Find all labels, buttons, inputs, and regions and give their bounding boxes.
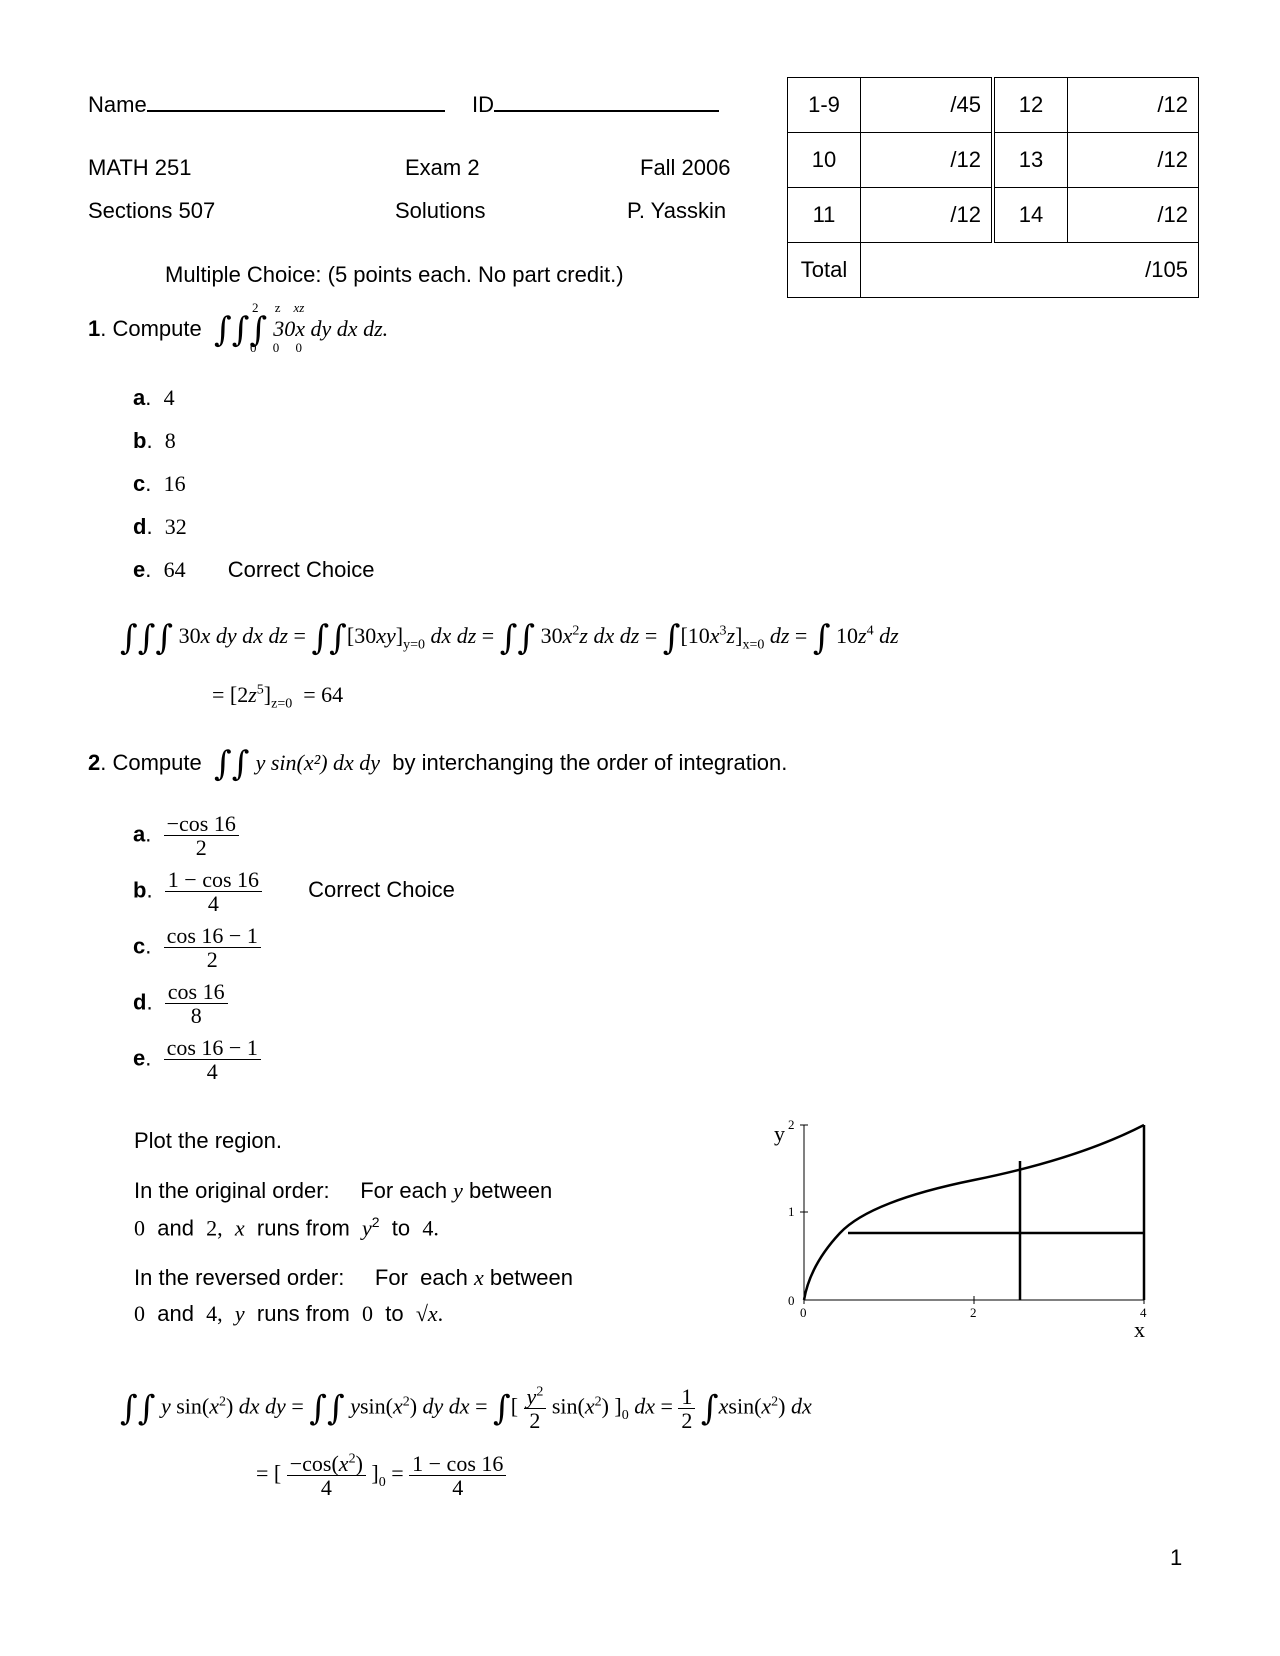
x-tick-label: 0 [800, 1305, 807, 1320]
choice-letter: b [133, 428, 147, 453]
y-tick-label: 1 [788, 1204, 795, 1219]
score-points: /12 [861, 133, 994, 188]
score-label: 1-9 [788, 78, 861, 133]
score-row [788, 188, 1199, 243]
score-label: 14 [993, 188, 1068, 243]
q2-suffix: by interchanging the order of integration. [392, 749, 788, 775]
page-number: 1 [1170, 1545, 1183, 1570]
original-order-cont: 0 and 2, x runs from $y^2$ to 4. [134, 1214, 439, 1241]
q2-solution-line1: ∫∫ y $\sin(x^2)$ dx dy = ∫∫ $ysin(x^2)$ dy dx = ∫[ $\frac{y^2}{2}$ $\sin(x^2)$ ]$_0$ dx = $\frac{1}{2}$ $\int xsin(x^2)$ dx [120, 1384, 812, 1434]
frac-den: 8 [190, 1003, 202, 1029]
name-field[interactable] [88, 92, 445, 118]
q1-prompt-text: Compute [112, 315, 202, 341]
q1-solution-line2: = $[2z^5]_{z=0} = 64$ [212, 682, 344, 712]
choice-d[interactable]: d. 32 [133, 514, 187, 539]
score-label: 12 [993, 78, 1068, 133]
frac-num: 1 − cos 16 [165, 868, 262, 892]
name-label: Name [88, 92, 147, 117]
orig-label: In the original order: [134, 1178, 330, 1203]
region-graph [760, 1105, 1160, 1345]
score-table [787, 77, 1199, 298]
choice-letter: e [133, 1045, 146, 1071]
choice-letter: b [133, 877, 147, 903]
frac-den: 4 [206, 1059, 218, 1085]
reversed-order-cont: 0 and 4, y runs from 0 to √x. [134, 1301, 444, 1326]
id-field[interactable] [472, 92, 719, 118]
choice-letter: a [133, 385, 146, 410]
frac-num: cos 16 − 1 [164, 1036, 261, 1060]
y-tick-label: 2 [788, 1117, 795, 1132]
rev-label: In the reversed order: [134, 1265, 345, 1290]
instructions: Multiple Choice: (5 points each. No part credit.) [165, 262, 624, 287]
score-label: 10 [788, 133, 861, 188]
choice-fraction [164, 924, 261, 971]
choice-e[interactable]: e. $\frac{\cos 16 - 1}{4}$ [133, 1036, 261, 1083]
y-axis-label: y [774, 1121, 785, 1146]
x-axis-label: x [1134, 1317, 1145, 1342]
frac-num: cos 16 − 1 [164, 924, 261, 948]
q1-solution-line1: ∫∫∫ 30x dy dx dz = $\int\int[30xy]_{y=0}$ dx dz = ∫∫ $30x^2z$ dx dz = $\int[10x^3z]_{x=0}$ dz = ∫ $10z^4$ dz [120, 618, 899, 658]
score-label: 11 [788, 188, 861, 243]
q1-prompt: 1. Compute ∫∫∫ 30x dy dx dz. [88, 310, 389, 350]
choice-letter: d [133, 514, 147, 539]
exam-title: Exam 2 [405, 155, 480, 180]
choice-value: 64 [163, 557, 186, 582]
correct-choice-note: Correct Choice [227, 557, 375, 582]
q1-result: 64 [321, 682, 344, 707]
choice-fraction [164, 1036, 261, 1083]
x-tick-label: 4 [1140, 1305, 1147, 1320]
choice-c[interactable]: c. $\frac{\cos 16 - 1}{2}$ [133, 924, 261, 971]
frac-den: 2 [195, 835, 207, 861]
choice-letter: d [133, 989, 147, 1015]
choice-b[interactable]: b. 8 [133, 428, 176, 453]
score-points: /12 [861, 188, 994, 243]
frac-num: −cos 16 [164, 812, 239, 836]
score-label: 13 [993, 133, 1068, 188]
plot-label: Plot the region. [134, 1128, 282, 1153]
choice-c[interactable]: c. 16 [133, 471, 186, 496]
choice-value: 4 [163, 385, 175, 410]
total-points: /105 [861, 243, 1199, 298]
choice-letter: a [133, 821, 146, 847]
frac-num: cos 16 [165, 980, 228, 1004]
q2-prompt: 2. Compute ∫∫ y sin(x²) dx dy by interchanging the order of integration. [88, 744, 788, 784]
x-tick-label: 2 [970, 1305, 977, 1320]
choice-b[interactable]: b. $\frac{1 - \cos 16}{4}$ Correct Choice [133, 867, 455, 917]
sections: Sections 507 [88, 198, 216, 223]
choice-a[interactable]: a. $\frac{-\cos 16}{2}$ [133, 812, 239, 859]
frac-den: 2 [206, 947, 218, 973]
course-name: MATH 251 [88, 155, 192, 180]
id-label: ID [472, 92, 494, 117]
instructor: P. Yasskin [627, 198, 727, 223]
final-answer [409, 1452, 506, 1499]
choice-d[interactable]: d. $\frac{\cos 16}{8}$ [133, 980, 228, 1027]
final-num: 1 − cos 16 [409, 1452, 506, 1476]
correct-choice-note: Correct Choice [308, 877, 455, 903]
choice-a[interactable]: a. 4 [133, 385, 175, 410]
choice-fraction [165, 980, 228, 1027]
q2-number: 2 [88, 749, 101, 775]
choice-letter: e [133, 557, 146, 582]
y-tick-label: 0 [788, 1293, 795, 1308]
choice-letter: c [133, 471, 146, 496]
choice-value: 32 [164, 514, 187, 539]
q2-integrand: y sin(x²) dx dy [255, 749, 381, 775]
score-points: /12 [1068, 133, 1199, 188]
term: Fall 2006 [640, 155, 731, 180]
total-label: Total [788, 243, 861, 298]
choice-fraction [165, 868, 262, 915]
score-row [788, 78, 1199, 133]
choice-letter: c [133, 933, 146, 959]
score-row [788, 133, 1199, 188]
reversed-order: In the reversed order: For each x between [134, 1265, 574, 1290]
q1-integrand: 30x dy dx dz. [273, 315, 389, 341]
choice-fraction [164, 812, 239, 859]
choice-e[interactable]: e. 64 Correct Choice [133, 557, 375, 582]
q1-number: 1 [88, 315, 101, 341]
choice-value: 16 [163, 471, 186, 496]
score-points: /12 [1068, 188, 1199, 243]
q2-prompt-text: Compute [112, 749, 202, 775]
q2-solution-line2: = [ $\frac{-\cos(x^2)}{4}$ ]$_0$ = $\frac{1 - \cos 16}{4}$ [256, 1452, 506, 1499]
final-den: 4 [452, 1475, 464, 1501]
score-points: /45 [861, 78, 994, 133]
frac-den: 4 [207, 891, 219, 917]
original-order: In the original order: For each y between [134, 1178, 553, 1203]
solutions-label: Solutions [395, 198, 486, 223]
score-points: /12 [1068, 78, 1199, 133]
choice-value: 8 [164, 428, 176, 453]
sqrt-curve [804, 1125, 1144, 1300]
score-total-row [788, 243, 1199, 298]
